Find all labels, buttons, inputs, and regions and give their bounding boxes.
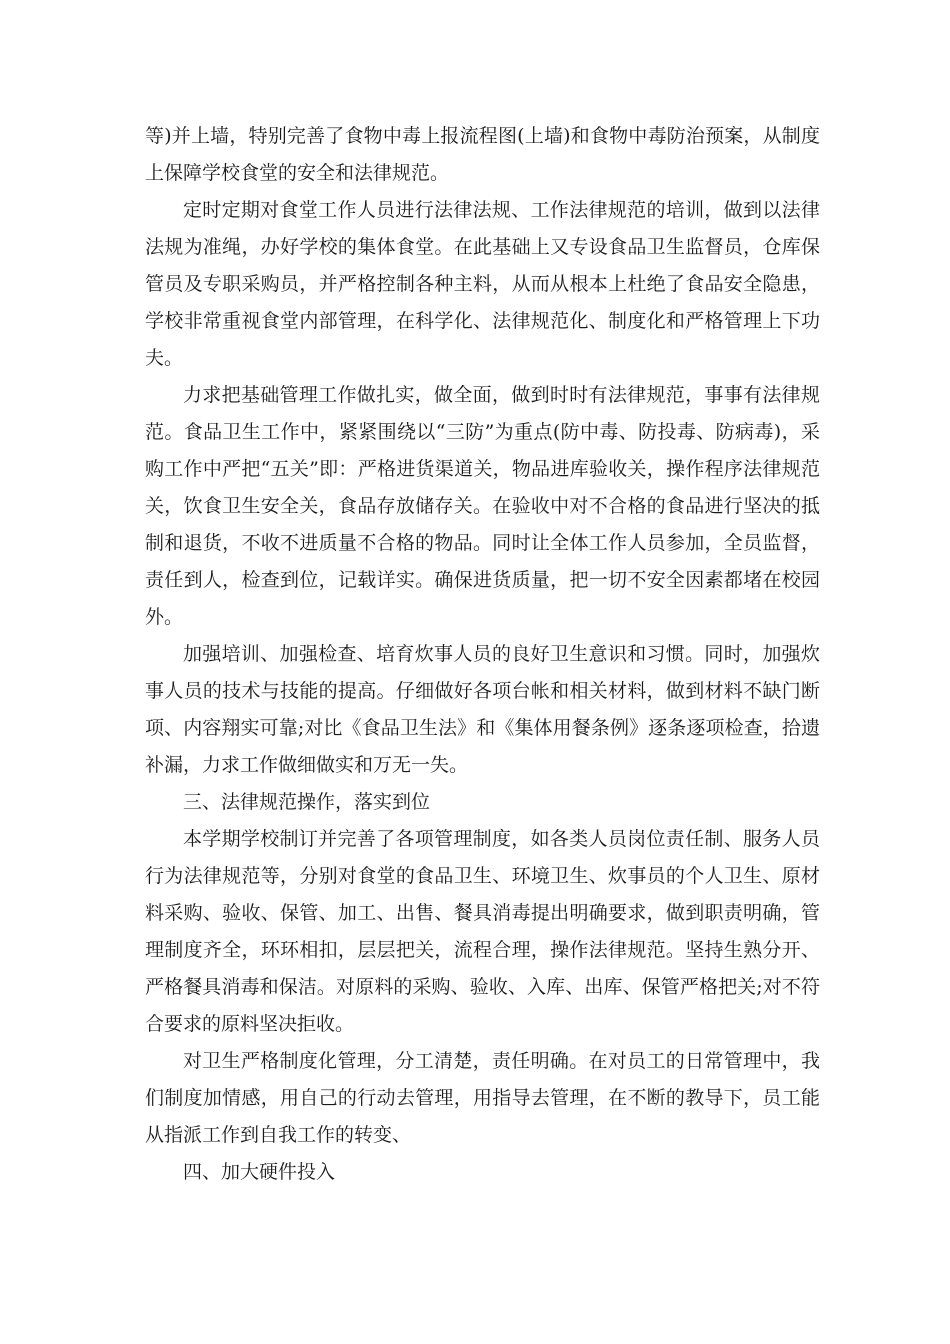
paragraph-6: 对卫生严格制度化管理，分工清楚，责任明确。在对员工的日常管理中，我们制度加情感，用自己的行动去管理，用指导去管理，在不断的教导下，员工能从指派工作到自我工作的转变、 bbox=[145, 1050, 820, 1146]
section-heading-4: 四、加大硬件投入 bbox=[183, 1161, 336, 1183]
paragraph-4: 加强培训、加强检查、培育炊事人员的良好卫生意识和习惯。同时，加强炊事人员的技术与技能的提高。仔细做好各项台帐和相关材料，做到材料不缺门断项、内容翔实可靠;对比《食品卫生法》和《集体用餐条例》逐条逐项检查，拾遗补漏，力求工作做细做实和万无一失。 bbox=[145, 643, 820, 776]
document-body bbox=[145, 118, 820, 1191]
paragraph-1: 等)并上墙，特别完善了食物中毒上报流程图(上墙)和食物中毒防治预案，从制度上保障学校食堂的安全和法律规范。 bbox=[145, 125, 820, 184]
paragraph-2: 定时定期对食堂工作人员进行法律法规、工作法律规范的培训，做到以法律法规为准绳，办好学校的集体食堂。在此基础上又专设食品卫生监督员，仓库保管员及专职采购员，并严格控制各种主料，从而从根本上杜绝了食品安全隐患，学校非常重视食堂内部管理，在科学化、法律规范化、制度化和严格管理上下功夫。 bbox=[145, 199, 820, 369]
paragraph-5: 本学期学校制订并完善了各项管理制度，如各类人员岗位责任制、服务人员行为法律规范等，分别对食堂的食品卫生、环境卫生、炊事员的个人卫生、原材料采购、验收、保管、加工、出售、餐具消毒提出明确要求，做到职责明确，管理制度齐全，环环相扣，层层把关，流程合理，操作法律规范。坚持生熟分开、严格餐具消毒和保洁。对原料的采购、验收、入库、出库、保管严格把关;对不符合要求的原料坚决拒收。 bbox=[145, 828, 820, 1035]
paragraph-3: 力求把基础管理工作做扎实，做全面，做到时时有法律规范，事事有法律规范。食品卫生工作中，紧紧围绕以“三防”为重点(防中毒、防投毒、防病毒)，采购工作中严把“五关”即：严格进货渠道关，物品进库验收关，操作程序法律规范关，饮食卫生安全关，食品存放储存关。在验收中对不合格的食品进行坚决的抵制和退货，不收不进质量不合格的物品。同时让全体工作人员参加，全员监督，责任到人，检查到位，记载详实。确保进货质量，把一切不安全因素都堵在校园外。 bbox=[145, 384, 820, 628]
section-heading-3: 三、法律规范操作，落实到位 bbox=[183, 791, 431, 813]
